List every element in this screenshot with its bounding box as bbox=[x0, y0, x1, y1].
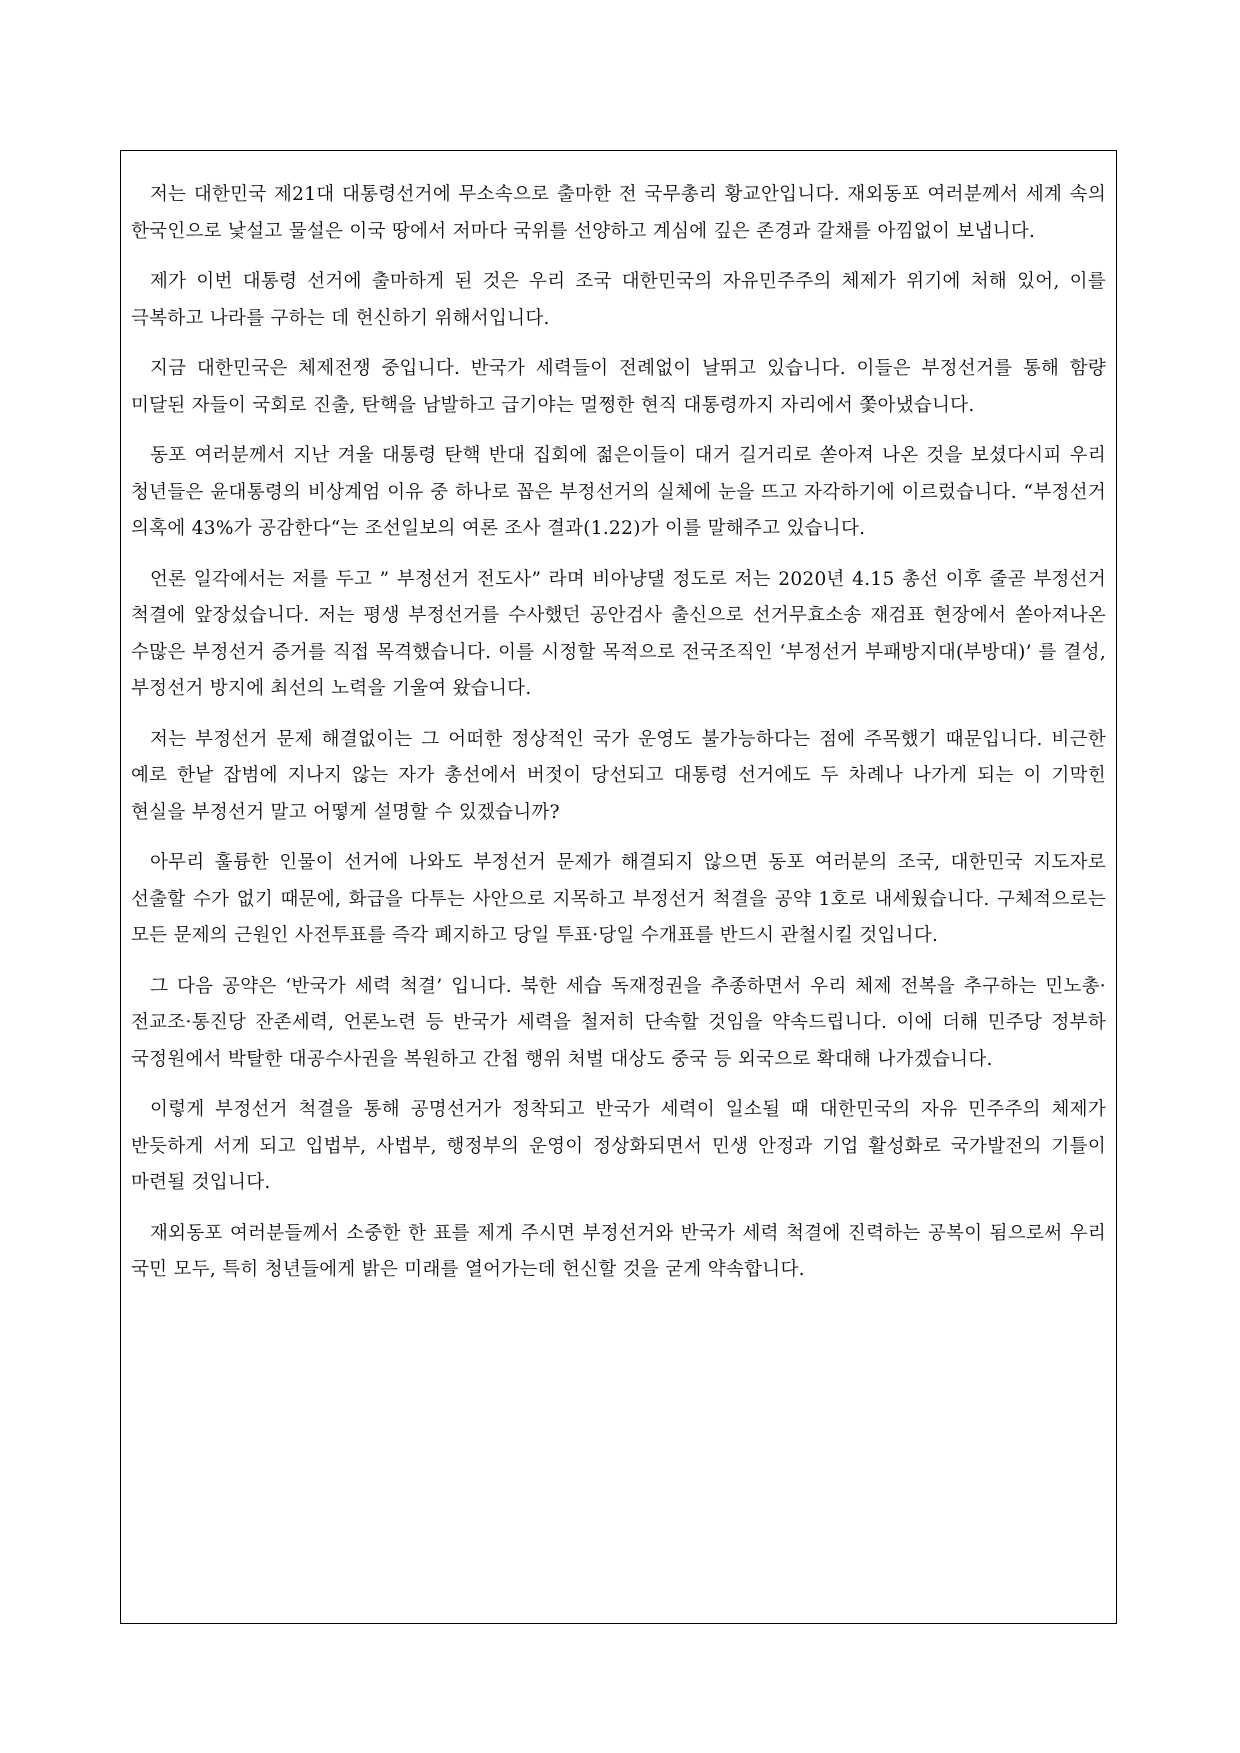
paragraph-introduction: 저는 대한민국 제21대 대통령선거에 무소속으로 출마한 전 국무총리 황교안입니다. 재외동포 여러분께서 세계 속의 한국인으로 낯설고 물설은 이국 땅에서 저마다 국위를 선양하고 계심에 깊은 존경과 갈채를 아낌없이 보냅니다. bbox=[131, 184, 1106, 242]
letter-box bbox=[120, 150, 1117, 1624]
paragraph-youth-awakening: 동포 여러분께서 지난 겨울 대통령 탄핵 반대 집회에 젊은이들이 대거 길거리로 쏟아져 나온 것을 보셨다시피 우리 청년들은 윤대통령의 비상계엄 이유 중 하나로 꼽은 부정선거의 실체에 눈을 뜨고 자각하기에 이르렀습니다. “부정선거 의혹에 43%가 공감한다“는 조선일보의 여론 조사 결과(1.22)가 이를 말해주고 있습니다. bbox=[131, 445, 1106, 539]
paragraph-outcome: 이렇게 부정선거 척결을 통해 공명선거가 정착되고 반국가 세력이 일소될 때 대한민국의 자유 민주주의 체제가 반듯하게 서게 되고 입법부, 사법부, 행정부의 운영이 정상화되면서 민생 안정과 기업 활성화로 국가발전의 기틀이 마련될 것입니다. bbox=[131, 1099, 1106, 1193]
paragraph-pledge-one: 아무리 훌륭한 인물이 선거에 나와도 부정선거 문제가 해결되지 않으면 동포 여러분의 조국, 대한민국 지도자로 선출할 수가 없기 때문에, 화급을 다투는 사안으로 지목하고 부정선거 척결을 공약 1호로 내세웠습니다. 구체적으로는 모든 문제의 근원인 사전투표를 즉각 폐지하고 당일 투표·당일 수개표를 반드시 관철시킬 것입니다. bbox=[131, 852, 1106, 946]
paragraph-state-operation: 저는 부정선거 문제 해결없이는 그 어떠한 정상적인 국가 운영도 불가능하다는 점에 주목했기 때문입니다. 비근한 예로 한낱 잡범에 지나지 않는 자가 총선에서 버젓이 당선되고 대통령 선거에도 두 차례나 나가게 되는 이 기막힌 현실을 부정선거 말고 어떻게 설명할 수 있겠습니까? bbox=[131, 728, 1106, 823]
paragraph-closing-promise: 재외동포 여러분들께서 소중한 한 표를 제게 주시면 부정선거와 반국가 세력 척결에 진력하는 공복이 됨으로써 우리 국민 모두, 특히 청년들에게 밝은 미래를 열어가는데 헌신할 것을 굳게 약속합니다. bbox=[131, 1222, 1106, 1280]
paragraph-election-fraud-fight: 언론 일각에서는 저를 두고 ” 부정선거 전도사” 라며 비아냥댈 정도로 저는 2020년 4.15 총선 이후 줄곧 부정선거 척결에 앞장섰습니다. 저는 평생 부정선거를 수사했던 공안검사 출신으로 선거무효소송 재검표 현장에서 쏟아져나온 수많은 부정선거 증거를 직접 목격했습니다. 이를 시정할 목적으로 전국조직인 ‘부정선거 부패방지대(부방대)’ 를 결성, 부정선거 방지에 최선의 노력을 기울여 왔습니다. bbox=[131, 568, 1106, 699]
paragraph-pledge-two: 그 다음 공약은 ‘반국가 세력 척결’ 입니다. 북한 세습 독재정권을 추종하면서 우리 체제 전복을 추구하는 민노총·전교조·통진당 잔존세력, 언론노련 등 반국가 세력을 철저히 단속할 것임을 약속드립니다. 이에 더해 민주당 정부하 국정원에서 박탈한 대공수사권을 복원하고 간첩 행위 처벌 대상도 중국 등 외국으로 확대해 나가겠습니다. bbox=[131, 975, 1106, 1070]
paragraph-regime-war: 지금 대한민국은 체제전쟁 중입니다. 반국가 세력들이 전례없이 날뛰고 있습니다. 이들은 부정선거를 통해 함량 미달된 자들이 국회로 진출, 탄핵을 남발하고 급기야는 멀쩡한 현직 대통령까지 자리에서 쫓아냈습니다. bbox=[131, 358, 1106, 416]
paragraph-reason-for-running: 제가 이번 대통령 선거에 출마하게 된 것은 우리 조국 대한민국의 자유민주주의 체제가 위기에 처해 있어, 이를 극복하고 나라를 구하는 데 헌신하기 위해서입니다. bbox=[131, 271, 1106, 329]
